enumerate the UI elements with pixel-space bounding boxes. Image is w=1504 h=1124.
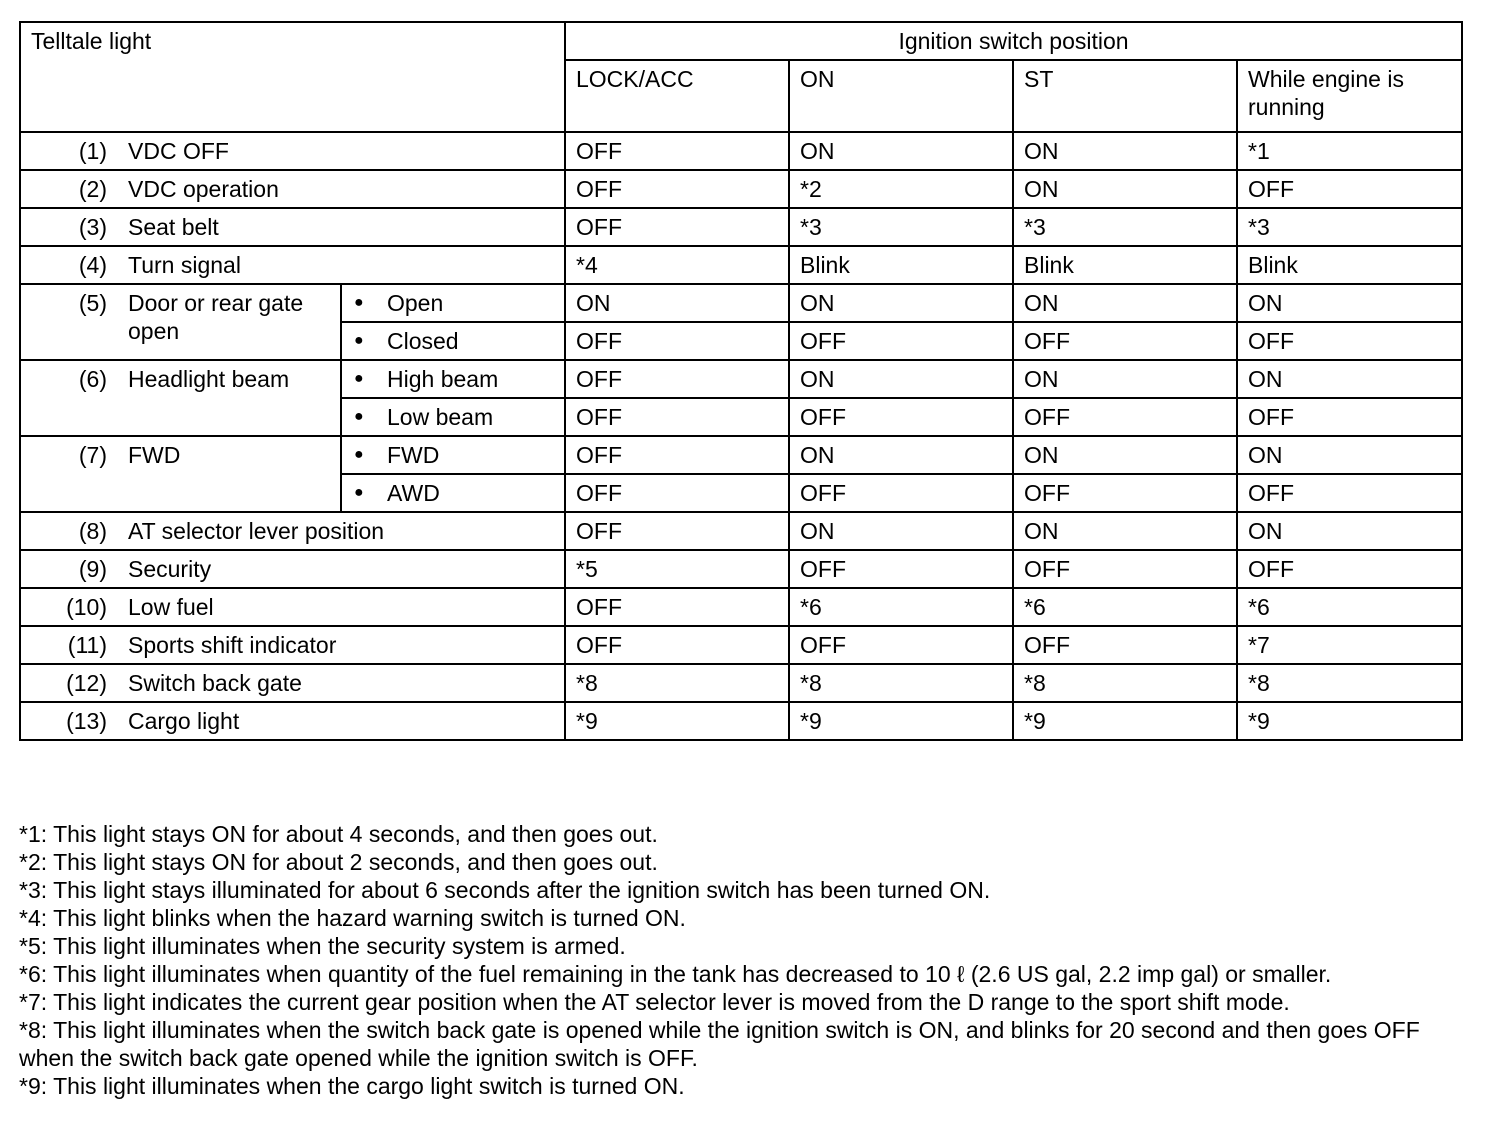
- state-cell: OFF: [789, 626, 1013, 664]
- state-cell: ON: [1237, 512, 1462, 550]
- telltale-label-cell: [20, 664, 565, 702]
- footnote: *3: This light stays illuminated for about 6 seconds after the ignition switch has been turned ON.: [19, 877, 991, 903]
- row-number: (7): [78, 442, 107, 468]
- state-cell: *9: [1013, 702, 1237, 740]
- state-cell: ON: [789, 436, 1013, 474]
- telltale-name: Sports shift indicator: [128, 632, 337, 658]
- state-cell: Blink: [1013, 246, 1237, 284]
- state-cell: ON: [565, 284, 789, 322]
- telltale-name: Low fuel: [128, 594, 214, 620]
- telltale-label-cell: [20, 436, 341, 512]
- state-cell: ON: [1013, 512, 1237, 550]
- state-cell: ON: [1013, 284, 1237, 322]
- col-engine-running: While engine is running: [1237, 60, 1462, 132]
- state-cell: OFF: [1237, 170, 1462, 208]
- telltale-name: Security: [128, 556, 212, 582]
- state-cell: Blink: [789, 246, 1013, 284]
- table-row: [20, 170, 1462, 208]
- state-cell: OFF: [789, 322, 1013, 360]
- telltale-name: Turn signal: [128, 252, 241, 278]
- state-cell: OFF: [565, 132, 789, 170]
- bullet-icon: ●: [354, 332, 364, 349]
- sub-option-label: Low beam: [387, 404, 494, 430]
- sub-option-cell: [341, 398, 565, 436]
- state-cell: *1: [1237, 132, 1462, 170]
- state-cell: OFF: [565, 588, 789, 626]
- table-row: [20, 588, 1462, 626]
- state-cell: *3: [1237, 208, 1462, 246]
- col-lock-acc: LOCK/ACC: [565, 60, 789, 132]
- state-cell: ON: [789, 360, 1013, 398]
- table-row: [20, 436, 1462, 474]
- state-cell: OFF: [565, 398, 789, 436]
- table-row: [20, 550, 1462, 588]
- table-row: [20, 360, 1462, 398]
- state-cell: OFF: [1013, 474, 1237, 512]
- row-number: (9): [78, 556, 107, 582]
- state-cell: OFF: [1013, 550, 1237, 588]
- telltale-label-cell: [20, 208, 565, 246]
- footnote: *2: This light stays ON for about 2 seconds, and then goes out.: [19, 849, 658, 875]
- state-cell: ON: [1013, 360, 1237, 398]
- row-number: (2): [78, 176, 107, 202]
- sub-option-cell: [341, 360, 565, 398]
- state-cell: *8: [565, 664, 789, 702]
- state-cell: OFF: [1237, 398, 1462, 436]
- table-row: [20, 664, 1462, 702]
- bullet-icon: ●: [354, 484, 364, 501]
- sub-option-label: High beam: [387, 366, 499, 392]
- state-cell: Blink: [1237, 246, 1462, 284]
- footnote: *1: This light stays ON for about 4 seconds, and then goes out.: [19, 821, 658, 847]
- telltale-name: Seat belt: [128, 214, 219, 240]
- table-row: [20, 512, 1462, 550]
- state-cell: ON: [1013, 132, 1237, 170]
- state-cell: OFF: [565, 436, 789, 474]
- col-st: ST: [1013, 60, 1237, 132]
- telltale-label-cell: [20, 360, 341, 436]
- footnote: *8: This light illuminates when the switch back gate is opened while the ignition switch is ON, and blinks for 20 second and then goes OFF when the switch back gate opened while the ignition switch is OFF.: [19, 1017, 1420, 1071]
- sub-option-label: FWD: [387, 442, 440, 468]
- row-number: (13): [66, 708, 107, 734]
- state-cell: *7: [1237, 626, 1462, 664]
- state-cell: ON: [789, 132, 1013, 170]
- col-on: ON: [789, 60, 1013, 132]
- state-cell: *4: [565, 246, 789, 284]
- row-number: (5): [78, 290, 107, 316]
- state-cell: ON: [1237, 436, 1462, 474]
- bullet-icon: ●: [354, 408, 364, 425]
- row-number: (11): [67, 632, 107, 658]
- table-row: [20, 246, 1462, 284]
- state-cell: *6: [1013, 588, 1237, 626]
- telltale-label-cell: [20, 512, 565, 550]
- row-number: (4): [78, 252, 107, 278]
- telltale-table: [19, 21, 1463, 741]
- state-cell: *9: [565, 702, 789, 740]
- telltale-label-cell: [20, 626, 565, 664]
- footnote: *9: This light illuminates when the cargo light switch is turned ON.: [19, 1073, 685, 1099]
- telltale-name: VDC OFF: [128, 138, 229, 164]
- state-cell: *8: [1237, 664, 1462, 702]
- footnotes: [19, 820, 1479, 1100]
- state-cell: OFF: [1237, 322, 1462, 360]
- telltale-header: Telltale light: [20, 22, 565, 132]
- sub-option-cell: [341, 322, 565, 360]
- state-cell: OFF: [789, 550, 1013, 588]
- sub-option-cell: [341, 284, 565, 322]
- table-row: [20, 132, 1462, 170]
- state-cell: *3: [789, 208, 1013, 246]
- state-cell: OFF: [565, 322, 789, 360]
- row-number: (8): [78, 518, 107, 544]
- row-number: (6): [78, 366, 107, 392]
- telltale-name: VDC operation: [128, 176, 279, 202]
- row-number: (3): [78, 214, 107, 240]
- sub-option-label: Closed: [387, 328, 459, 354]
- state-cell: OFF: [565, 170, 789, 208]
- telltale-name: Door or rear gate open: [128, 290, 304, 344]
- table-row: [20, 626, 1462, 664]
- telltale-label-cell: [20, 550, 565, 588]
- telltale-label-cell: [20, 132, 565, 170]
- telltale-label-cell: [20, 702, 565, 740]
- telltale-label-cell: [20, 284, 341, 360]
- state-cell: ON: [789, 284, 1013, 322]
- state-cell: OFF: [565, 360, 789, 398]
- row-number: (12): [66, 670, 107, 696]
- bullet-icon: ●: [354, 370, 364, 387]
- sub-option-cell: [341, 474, 565, 512]
- state-cell: *8: [789, 664, 1013, 702]
- state-cell: OFF: [1013, 626, 1237, 664]
- telltale-name: FWD: [128, 442, 181, 468]
- state-cell: *5: [565, 550, 789, 588]
- state-cell: OFF: [1237, 550, 1462, 588]
- bullet-icon: ●: [354, 294, 364, 311]
- ignition-header: Ignition switch position: [565, 22, 1462, 60]
- telltale-label-cell: [20, 170, 565, 208]
- header-row: [20, 22, 1462, 60]
- state-cell: OFF: [1237, 474, 1462, 512]
- state-cell: ON: [1013, 170, 1237, 208]
- state-cell: *9: [789, 702, 1013, 740]
- state-cell: OFF: [565, 208, 789, 246]
- state-cell: OFF: [1013, 398, 1237, 436]
- state-cell: OFF: [789, 398, 1013, 436]
- row-number: (1): [78, 138, 107, 164]
- telltale-label-cell: [20, 588, 565, 626]
- footnote: *4: This light blinks when the hazard warning switch is turned ON.: [19, 905, 686, 931]
- bullet-icon: ●: [354, 446, 364, 463]
- telltale-label-cell: [20, 246, 565, 284]
- table-row: [20, 208, 1462, 246]
- state-cell: OFF: [565, 626, 789, 664]
- table-row: [20, 284, 1462, 322]
- telltale-name: Cargo light: [128, 708, 240, 734]
- row-number: (10): [66, 594, 107, 620]
- telltale-name: Switch back gate: [128, 670, 302, 696]
- footnote: *5: This light illuminates when the security system is armed.: [19, 933, 626, 959]
- footnote: *7: This light indicates the current gear position when the AT selector lever is moved from the D range to the sport shift mode.: [19, 989, 1290, 1015]
- state-cell: *6: [1237, 588, 1462, 626]
- state-cell: *6: [789, 588, 1013, 626]
- state-cell: ON: [1237, 360, 1462, 398]
- state-cell: *3: [1013, 208, 1237, 246]
- state-cell: ON: [1237, 284, 1462, 322]
- table-row: [20, 702, 1462, 740]
- state-cell: OFF: [789, 474, 1013, 512]
- state-cell: OFF: [565, 474, 789, 512]
- sub-option-label: Open: [387, 290, 444, 316]
- state-cell: *9: [1237, 702, 1462, 740]
- state-cell: ON: [1013, 436, 1237, 474]
- telltale-name: Headlight beam: [128, 366, 290, 392]
- state-cell: ON: [789, 512, 1013, 550]
- state-cell: OFF: [1013, 322, 1237, 360]
- state-cell: OFF: [565, 512, 789, 550]
- sub-option-label: AWD: [387, 480, 440, 506]
- telltale-name: AT selector lever position: [128, 518, 385, 544]
- sub-option-cell: [341, 436, 565, 474]
- footnote: *6: This light illuminates when quantity of the fuel remaining in the tank has decreased to 10 ℓ (2.6 US gal, 2.2 imp gal) or smaller.: [19, 961, 1332, 987]
- state-cell: *8: [1013, 664, 1237, 702]
- state-cell: *2: [789, 170, 1013, 208]
